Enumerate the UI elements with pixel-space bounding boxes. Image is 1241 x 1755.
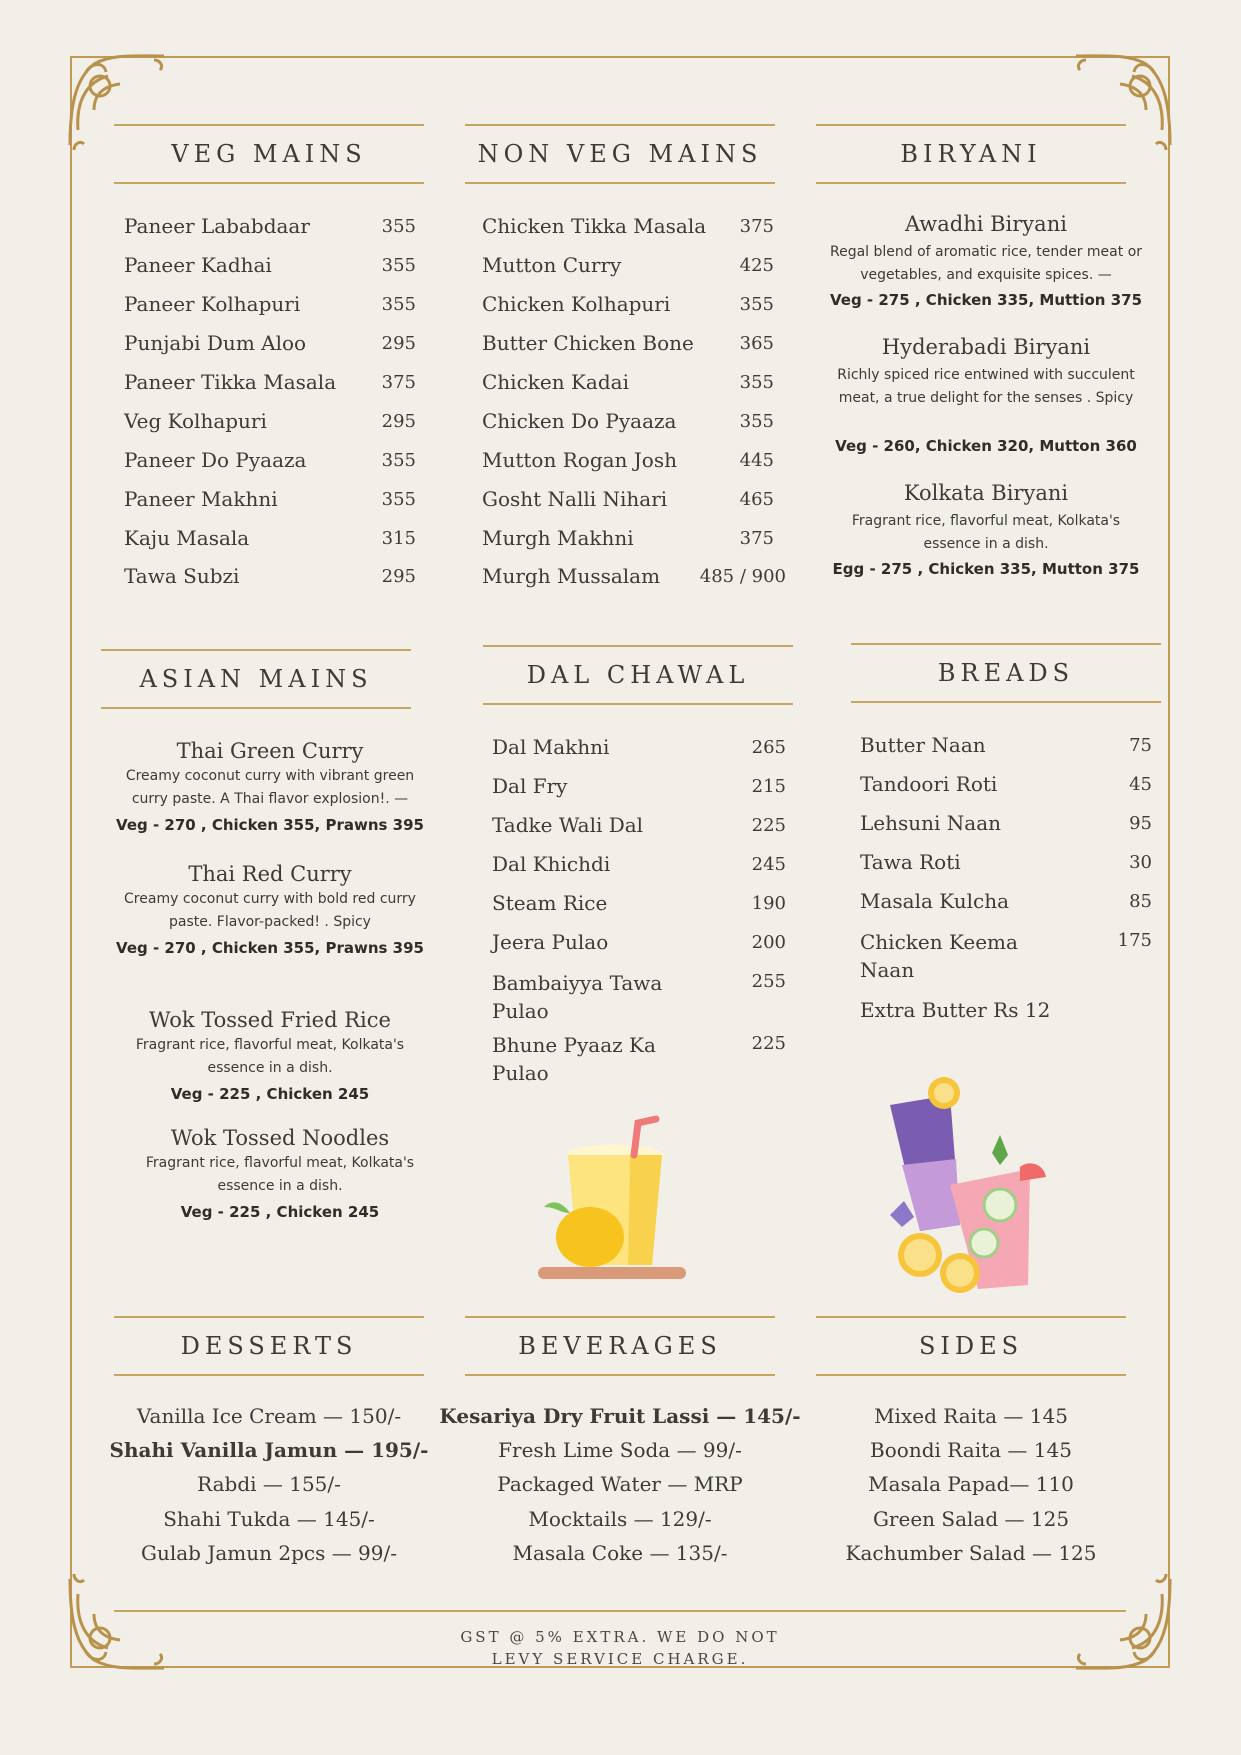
side-item: Boondi Raita — 145 <box>870 1438 1072 1462</box>
desserts-heading: DESSERTS <box>180 1332 358 1360</box>
menu-item-name: Chicken Kadai <box>482 370 629 394</box>
dish-description: Fragrant rice, flavorful meat, Kolkata's essence in a dish. <box>135 1037 405 1076</box>
menu-item-price: 295 <box>381 411 416 432</box>
menu-item-name: Chicken Do Pyaaza <box>482 409 677 433</box>
beverages-heading: BEVERAGES <box>518 1332 722 1360</box>
dish-title: Kolkata Biryani <box>903 481 1069 505</box>
menu-item-price: 245 <box>751 854 786 875</box>
menu-item-price: 355 <box>381 216 416 237</box>
footer-divider <box>114 1610 1126 1612</box>
menu-item-price: 355 <box>739 411 774 432</box>
menu-item-name: Gosht Nalli Nihari <box>482 487 668 511</box>
biryani-heading: BIRYANI <box>900 140 1042 168</box>
dessert-item: Rabdi — 155/- <box>197 1472 341 1496</box>
dal-chawal-heading: DAL CHAWAL <box>526 661 750 689</box>
dish-prices: Egg - 275 , Chicken 335, Mutton 375 <box>832 560 1140 578</box>
menu-item-name: Bambaiyya Tawa Pulao <box>492 971 663 1023</box>
menu-item-price: 225 <box>751 1033 786 1054</box>
menu-item-name: Mutton Curry <box>482 253 622 277</box>
menu-item-price: 375 <box>739 216 774 237</box>
non-veg-mains-heading-box <box>465 124 775 184</box>
dish-description: Regal blend of aromatic rice, tender meat or vegetables, and exquisite spices. — <box>829 244 1143 283</box>
dessert-item: Shahi Vanilla Jamun — 195/- <box>109 1438 429 1462</box>
menu-item-price: 355 <box>739 372 774 393</box>
mocktail-glasses-illustration-icon <box>880 1075 1060 1300</box>
menu-item-name: Tawa Subzi <box>124 564 240 588</box>
menu-item-price: 175 <box>1117 930 1152 951</box>
menu-item-name: Steam Rice <box>492 891 608 915</box>
menu-item-price: 295 <box>381 333 416 354</box>
asian-mains-heading: ASIAN MAINS <box>139 665 373 693</box>
menu-item-name: Kaju Masala <box>124 526 250 550</box>
menu-item-price: 465 <box>739 489 774 510</box>
menu-item-price: 355 <box>739 294 774 315</box>
menu-item-name: Paneer Tikka Masala <box>124 370 337 394</box>
footer-note-line-2: LEVY SERVICE CHARGE. <box>491 1650 749 1668</box>
menu-item-name: Chicken Keema Naan <box>860 930 1018 982</box>
dish-prices: Veg - 275 , Chicken 335, Muttion 375 <box>829 291 1143 309</box>
menu-item-price: 375 <box>739 528 774 549</box>
corner-ornament-icon <box>64 1564 174 1674</box>
menu-item-price: 445 <box>739 450 774 471</box>
menu-item-name: Chicken Tikka Masala <box>482 214 707 238</box>
non-veg-mains-heading: NON VEG MAINS <box>477 140 763 168</box>
menu-item-price: 85 <box>1129 891 1152 912</box>
sides-heading-box <box>816 1316 1126 1376</box>
menu-item-name: Paneer Do Pyaaza <box>124 448 307 472</box>
dish-prices: Veg - 270 , Chicken 355, Prawns 395 <box>116 816 424 834</box>
menu-item-name: Dal Khichdi <box>492 852 611 876</box>
dish-description: Creamy coconut curry with vibrant green curry paste. A Thai flavor explosion!. — <box>125 768 415 807</box>
menu-item-name: Tadke Wali Dal <box>492 813 644 837</box>
menu-item-name: Punjabi Dum Aloo <box>124 331 307 355</box>
dish-prices: Veg - 270 , Chicken 355, Prawns 395 <box>116 939 424 957</box>
menu-item-name: Bhune Pyaaz Ka Pulao <box>492 1033 656 1085</box>
menu-item-name: Butter Chicken Bone <box>482 331 694 355</box>
menu-item-price: 95 <box>1129 813 1152 834</box>
veg-mains-heading: VEG MAINS <box>171 140 367 168</box>
breads-heading-box <box>851 643 1161 703</box>
beverage-item: Kesariya Dry Fruit Lassi — 145/- <box>439 1404 801 1428</box>
menu-item-price: 355 <box>381 489 416 510</box>
mango-lassi-illustration-icon <box>530 1115 690 1285</box>
menu-item-price: 295 <box>381 566 416 587</box>
menu-item-name: Paneer Lababdaar <box>124 214 310 238</box>
side-item: Green Salad — 125 <box>872 1507 1070 1531</box>
dish-description: Richly spiced rice entwined with succulent meat, a true delight for the senses . Spicy <box>837 367 1135 406</box>
side-item: Kachumber Salad — 125 <box>845 1541 1097 1565</box>
dish-title: Awadhi Biryani <box>905 212 1067 236</box>
beverage-item: Fresh Lime Soda — 99/- <box>498 1438 742 1462</box>
dish-description: Fragrant rice, flavorful meat, Kolkata's essence in a dish. <box>145 1155 415 1194</box>
dish-prices: Veg - 260, Chicken 320, Mutton 360 <box>835 437 1137 455</box>
corner-ornament-icon <box>1066 1564 1176 1674</box>
menu-item-price: 255 <box>751 971 786 992</box>
biryani-heading-box <box>816 124 1126 184</box>
menu-item-price: 365 <box>739 333 774 354</box>
menu-item-name: Butter Naan <box>860 733 986 757</box>
side-item: Mixed Raita — 145 <box>874 1404 1068 1428</box>
menu-item-price: 45 <box>1129 774 1152 795</box>
menu-item-name: Masala Kulcha <box>860 889 1010 913</box>
menu-item-name: Murgh Mussalam <box>482 564 661 588</box>
menu-item-price: 75 <box>1129 735 1152 756</box>
menu-item-price: 315 <box>381 528 416 549</box>
sides-heading: SIDES <box>918 1332 1024 1360</box>
menu-item-price: 375 <box>381 372 416 393</box>
dish-title: Wok Tossed Noodles <box>170 1126 390 1150</box>
dal-chawal-heading-box <box>483 645 793 705</box>
dish-title: Wok Tossed Fried Rice <box>149 1008 391 1032</box>
beverages-heading-box <box>465 1316 775 1376</box>
menu-item-name: Paneer Kolhapuri <box>124 292 301 316</box>
menu-item-price: 200 <box>751 932 786 953</box>
asian-mains-heading-box <box>101 649 411 709</box>
dish-title: Hyderabadi Biryani <box>881 335 1091 359</box>
menu-item-name: Tandoori Roti <box>860 772 998 796</box>
dish-prices: Veg - 225 , Chicken 245 <box>170 1085 370 1103</box>
footer-note <box>420 1626 820 1670</box>
dessert-item: Gulab Jamun 2pcs — 99/- <box>140 1541 397 1565</box>
menu-item-name: Dal Makhni <box>492 735 610 759</box>
menu-item-name: Paneer Makhni <box>124 487 278 511</box>
menu-item-name: Paneer Kadhai <box>124 253 272 277</box>
menu-item-name: Tawa Roti <box>860 850 961 874</box>
menu-item-price: 355 <box>381 294 416 315</box>
dessert-item: Shahi Tukda — 145/- <box>163 1507 375 1531</box>
menu-item-name: Mutton Rogan Josh <box>482 448 677 472</box>
menu-item-price: 225 <box>751 815 786 836</box>
dish-description: Creamy coconut curry with bold red curry paste. Flavor-packed! . Spicy <box>124 891 416 930</box>
menu-item-price: 485 / 900 <box>699 566 786 587</box>
menu-item-price: 355 <box>381 450 416 471</box>
footer-note-line-1: GST @ 5% EXTRA. WE DO NOT <box>460 1628 780 1646</box>
beverage-item: Mocktails — 129/- <box>528 1507 712 1531</box>
menu-item-price: 190 <box>751 893 786 914</box>
dessert-item: Vanilla Ice Cream — 150/- <box>136 1404 402 1428</box>
menu-item-price: 355 <box>381 255 416 276</box>
dish-title: Thai Green Curry <box>176 739 364 763</box>
dish-title: Thai Red Curry <box>188 862 352 886</box>
dish-description: Fragrant rice, flavorful meat, Kolkata's essence in a dish. <box>851 513 1121 552</box>
breads-heading: BREADS <box>937 659 1075 687</box>
menu-item-price: 30 <box>1129 852 1152 873</box>
beverage-item: Packaged Water — MRP <box>497 1472 743 1496</box>
veg-mains-heading-box <box>114 124 424 184</box>
menu-item-price: 425 <box>739 255 774 276</box>
menu-item-name: Lehsuni Naan <box>860 811 1002 835</box>
menu-item-name: Dal Fry <box>492 774 568 798</box>
menu-item-price: 215 <box>751 776 786 797</box>
menu-item-name: Chicken Kolhapuri <box>482 292 671 316</box>
menu-item-name: Jeera Pulao <box>492 930 609 954</box>
beverage-item: Masala Coke — 135/- <box>512 1541 728 1565</box>
menu-item-name: Veg Kolhapuri <box>124 409 267 433</box>
desserts-heading-box <box>114 1316 424 1376</box>
menu-item-price: 265 <box>751 737 786 758</box>
extra-butter-note: Extra Butter Rs 12 <box>860 998 1051 1022</box>
menu-item-name: Murgh Makhni <box>482 526 634 550</box>
side-item: Masala Papad— 110 <box>868 1472 1074 1496</box>
dish-prices: Veg - 225 , Chicken 245 <box>180 1203 380 1221</box>
